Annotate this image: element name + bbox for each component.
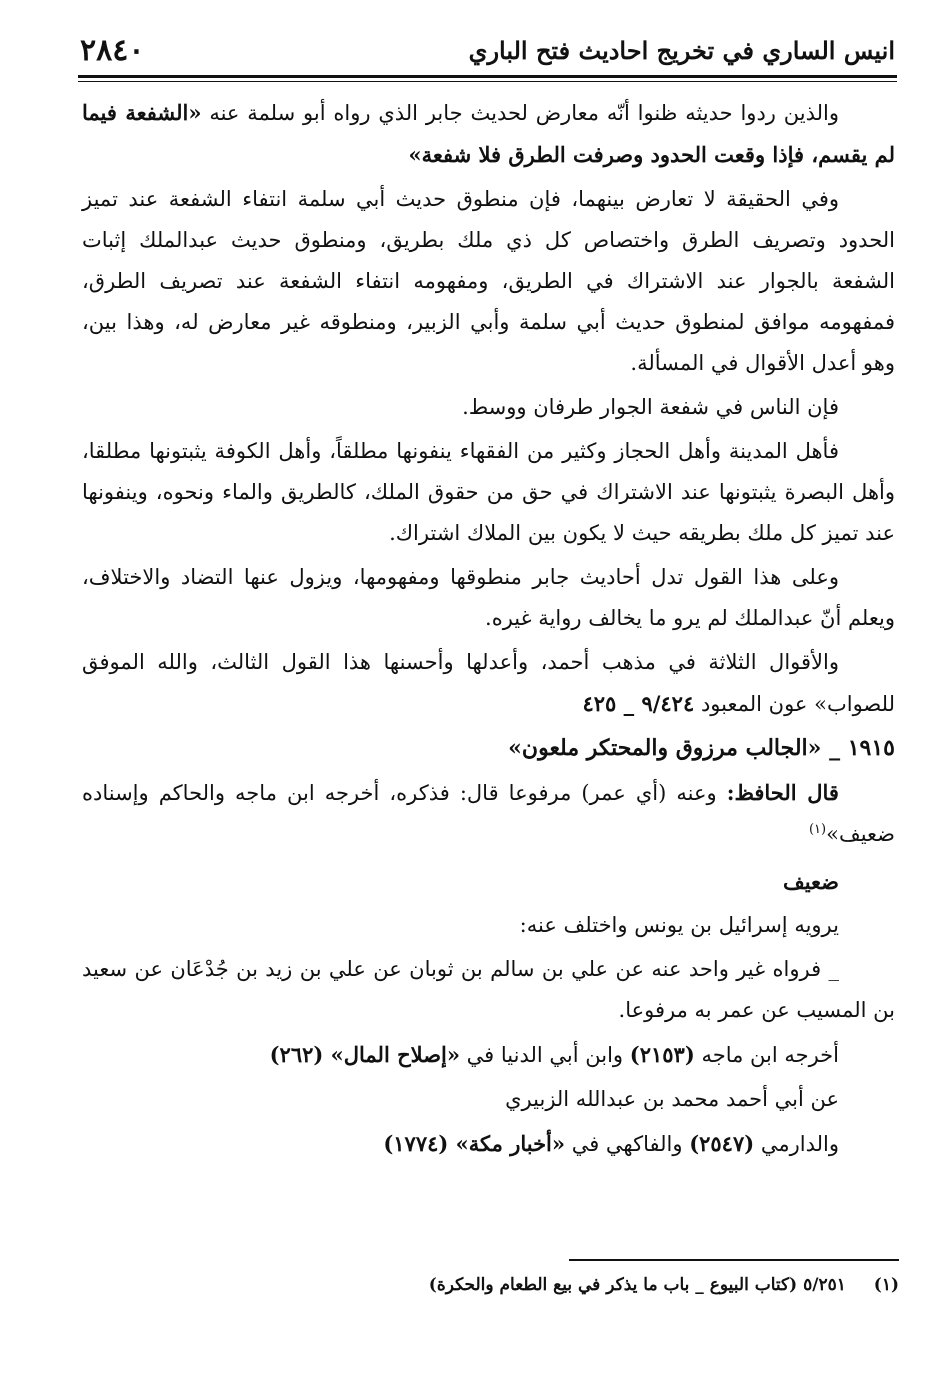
hafiz-label: قال الحافظ: [726, 780, 839, 805]
p6-reference: ٩/٤٢٤ _ ٤٢٥ [582, 691, 695, 716]
paragraph-3: فإن الناس في شفعة الجوار طرفان ووسط. [462, 395, 839, 419]
paragraph-9 [82, 1034, 895, 1076]
page-header [80, 28, 895, 72]
p9-text-a: أخرجه ابن ماجه [701, 1043, 839, 1067]
p11-text-a: والدارمي [760, 1132, 839, 1156]
paragraph-8: _ فرواه غير واحد عنه عن علي بن سالم بن ثوبان عن علي بن زيد بن جُدْعَان عن سعيد بن المسيب عن عمر به مرفوعا. [82, 957, 895, 1022]
hafiz-text: وعنه (أي عمر) مرفوعا قال: فذكره، أخرجه ابن ماجه والحاكم وإسناده ضعيف» [82, 781, 895, 846]
p9-number: (٢١٥٣) [629, 1042, 695, 1067]
paragraph-2: وفي الحقيقة لا تعارض بينهما، فإن منطوق حديث أبي سلمة انتفاء الشفعة عند تميز الحدود وتصريف الطرق واختصاص كل ذي ملك بطريق، ومنطوق حديث عبدالملك إثبات الشفعة بالجوار عند الاشتراك في الطريق، ومفهومه انتفاء الشفعة عند تصريف الطرق، فمفهومه موافق لمنطوق حديث أبي سلمة وأبي الزبير، ومنطوقه غير معارض له، وهذا بين، وهو أعدل الأقوال في المسألة. [82, 187, 895, 375]
footnote [82, 1270, 899, 1300]
grade-label: ضعيف [782, 869, 839, 894]
footnote-reference: (١) [808, 822, 827, 837]
footnote-rule [569, 1259, 899, 1261]
paragraph-11 [82, 1123, 895, 1165]
p1-text: والذين ردوا حديثه ظنوا أنّه معارض لحديث جابر الذي رواه أبو سلمة عنه [209, 101, 839, 125]
footnote-text: ٥/٢٥١ (كتاب البيوع _ باب ما يذكر في بيع الطعام والحكرة) [428, 1275, 846, 1295]
p9-text-c: وابن أبي الدنيا في [466, 1043, 624, 1067]
footnote-mark: (١) [873, 1275, 899, 1295]
paragraph-6 [82, 642, 895, 725]
header-rule [78, 75, 897, 82]
p11-number: (٢٥٤٧) [689, 1131, 755, 1156]
paragraph-7: يرويه إسرائيل بن يونس واختلف عنه: [519, 913, 839, 937]
p1-hadith-quote: «الشفعة فيما لم يقسم، فإذا وقعت الحدود وصرفت الطرق فلا شفعة» [82, 100, 895, 167]
hadith-heading: ١٩١٥ _ «الجالب مرزوق والمحتكر ملعون» [508, 735, 895, 761]
running-title: انيس الساري في تخريج احاديث فتح الباري [468, 35, 895, 65]
main-text [82, 92, 895, 1168]
page-number: ٢٨٤٠ [80, 32, 145, 68]
p9-book: «إصلاح المال» (٢٦٢) [269, 1042, 460, 1067]
p11-book: «أخبار مكة» (١٧٧٤) [383, 1131, 566, 1156]
paragraph-10: عن أبي أحمد محمد بن عبدالله الزبيري [505, 1087, 839, 1111]
hafiz-paragraph [82, 772, 895, 855]
paragraph-4: فأهل المدينة وأهل الحجاز وكثير من الفقهاء ينفونها مطلقاً، وأهل الكوفة يثبتونها مطلقا، وأهل البصرة يثبتونها عند الاشتراك في حق من حقوق الملك، كالطريق والماء ونحوه، وينفونها عند تميز كل ملك بطريقه حيث لا يكون بين الملاك اشتراك. [82, 439, 895, 545]
p11-text-c: والفاكهي في [571, 1132, 683, 1156]
paragraph-1 [82, 92, 895, 176]
p6-text: والأقوال الثلاثة في مذهب أحمد، وأعدلها وأحسنها هذا القول الثالث، والله الموفق للصواب» عون المعبود [82, 650, 895, 716]
paragraph-5: وعلى هذا القول تدل أحاديث جابر منطوقها ومفهومها، ويزول عنها التضاد والاختلاف، ويعلم أنّ عبدالملك لم يرو ما يخالف رواية غيره. [82, 565, 895, 630]
